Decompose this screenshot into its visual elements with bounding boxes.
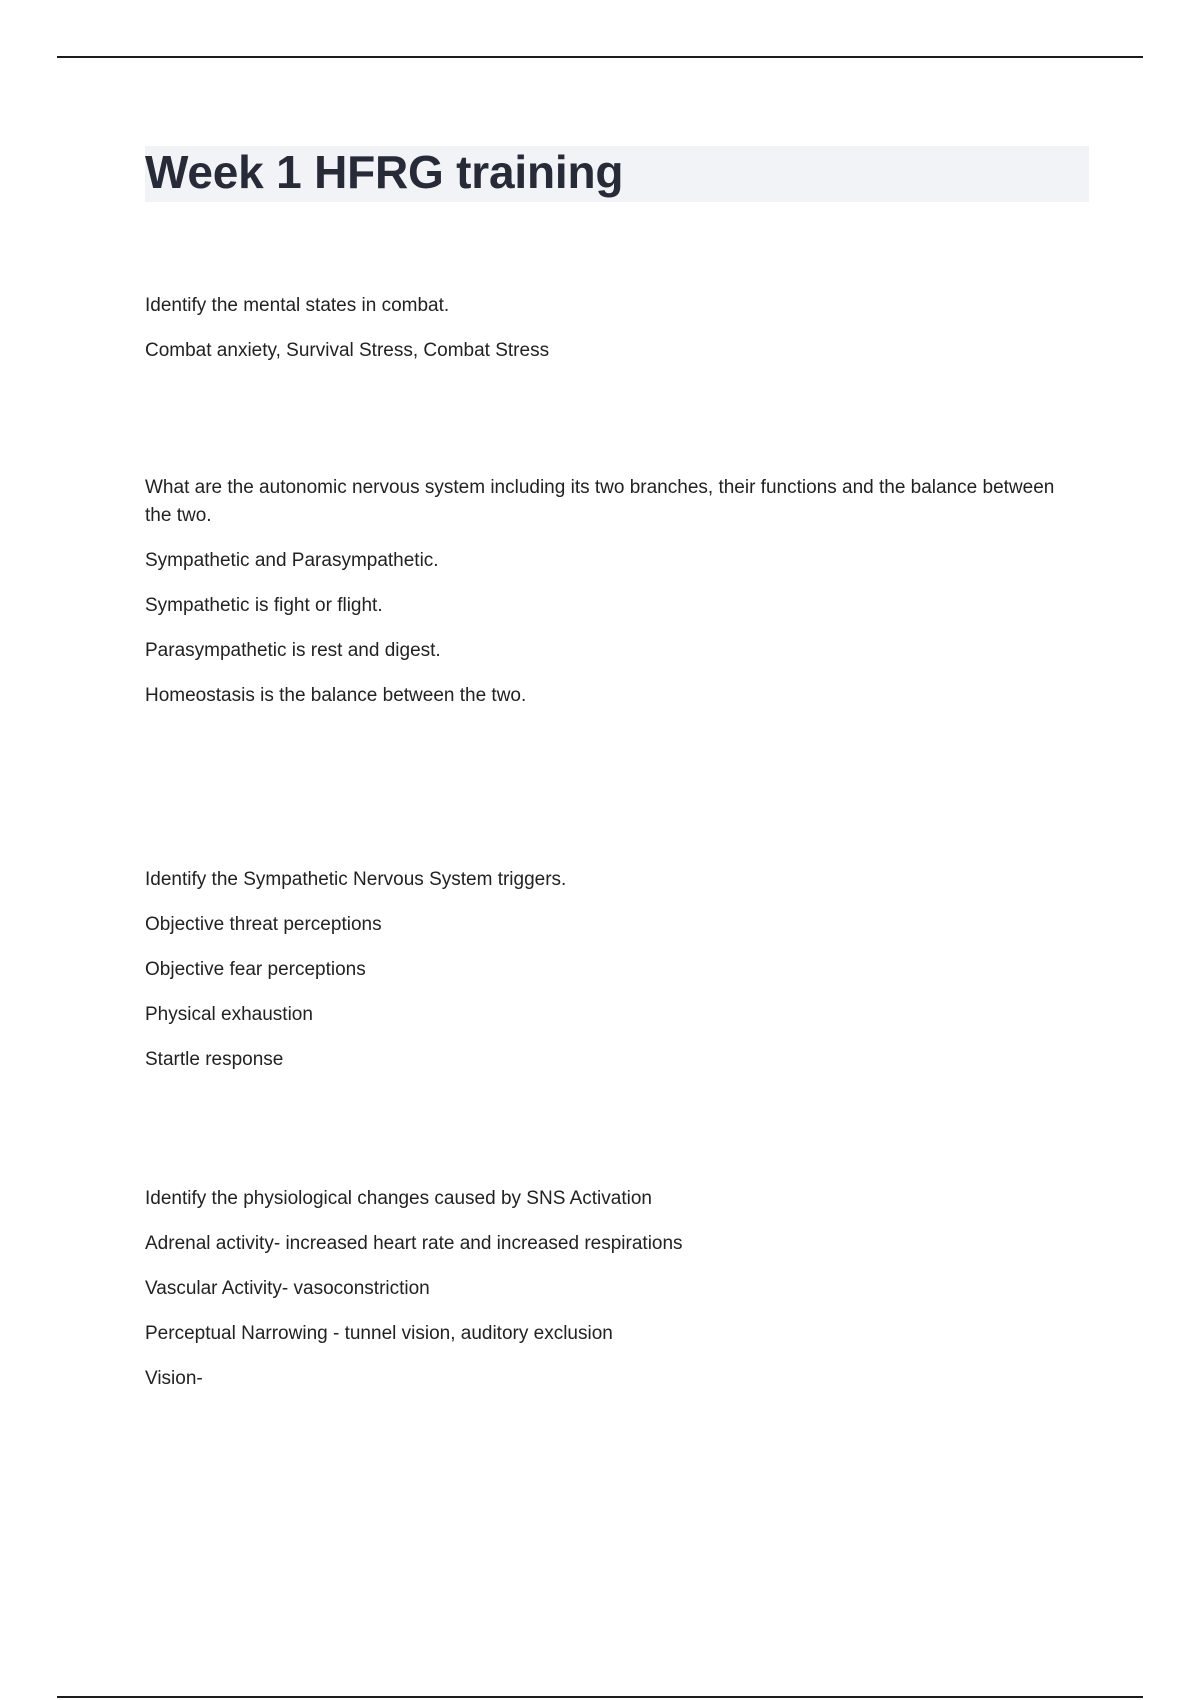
question-text: Identify the physiological changes caused by SNS Activation — [145, 1188, 652, 1209]
answer-line: Perceptual Narrowing - tunnel vision, auditory exclusion — [145, 1323, 613, 1344]
question-text: Identify the mental states in combat. — [145, 295, 450, 316]
top-divider — [57, 56, 1143, 58]
bottom-divider — [57, 1696, 1143, 1698]
answer-line: Vision- — [145, 1368, 203, 1389]
qa-section-mental-states — [145, 292, 1065, 382]
answer-line: Combat anxiety, Survival Stress, Combat Stress — [145, 340, 550, 361]
page-title: Week 1 HFRG training — [145, 146, 624, 198]
qa-section-autonomic-nervous-system — [145, 474, 1065, 727]
answer-line: Startle response — [145, 1049, 284, 1070]
answer-line: Sympathetic and Parasympathetic. — [145, 550, 439, 571]
answer-line: Physical exhaustion — [145, 1004, 313, 1025]
answer-line: Objective fear perceptions — [145, 959, 366, 980]
qa-section-sns-triggers — [145, 866, 1065, 1091]
answer-line: Vascular Activity- vasoconstriction — [145, 1278, 430, 1299]
question-text: What are the autonomic nervous system including its two branches, their functions and the balance between the two. — [145, 477, 1055, 526]
question-text: Identify the Sympathetic Nervous System triggers. — [145, 869, 567, 890]
answer-line: Homeostasis is the balance between the two. — [145, 685, 527, 706]
answer-line: Parasympathetic is rest and digest. — [145, 640, 441, 661]
answer-line: Objective threat perceptions — [145, 914, 382, 935]
qa-section-sns-physiological-changes — [145, 1185, 1065, 1410]
answer-line: Sympathetic is fight or flight. — [145, 595, 383, 616]
answer-line: Adrenal activity- increased heart rate and increased respirations — [145, 1233, 683, 1254]
